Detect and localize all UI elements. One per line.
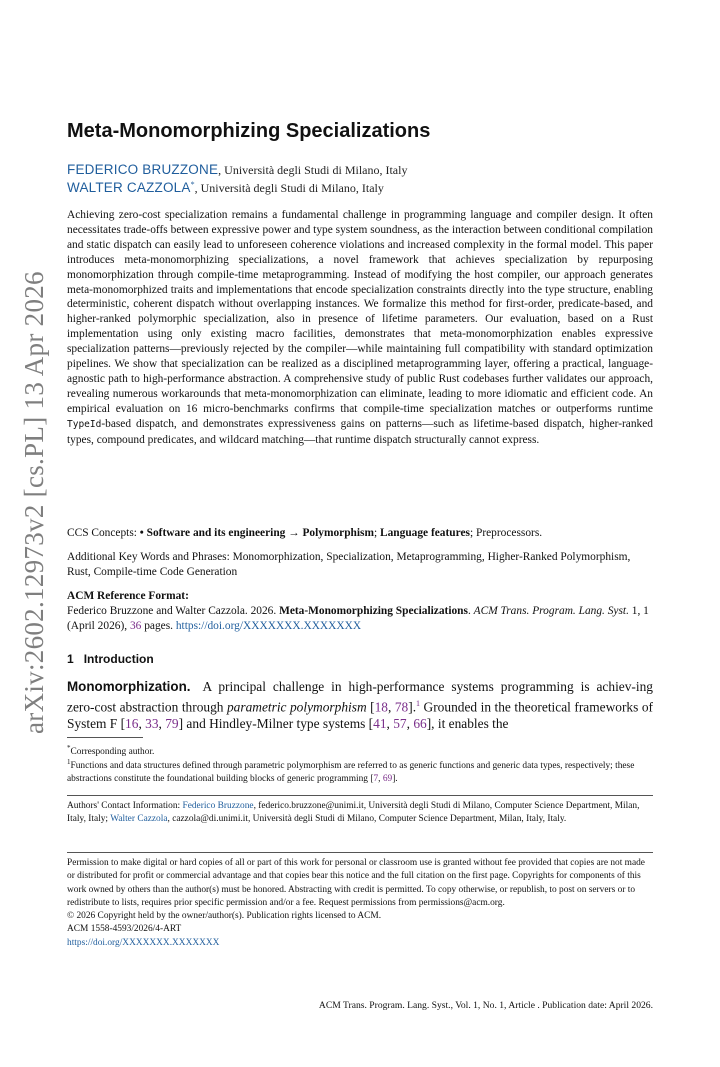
- citation-link[interactable]: 18: [374, 699, 388, 715]
- keywords: Additional Key Words and Phrases: Monomorphization, Specialization, Metaprogramming, Higher-Ranked Polymorphism, Rust, Compile-time Code Generation: [67, 551, 631, 578]
- ccs-bullet: •: [139, 527, 144, 539]
- intro-text: ,: [158, 715, 166, 731]
- citation-link[interactable]: 7: [373, 774, 379, 785]
- reference-authors: Federico Bruzzone and Walter Cazzola. 2026.: [67, 604, 280, 617]
- ccs-label: CCS Concepts:: [67, 527, 140, 539]
- abstract-tail: -based dispatch, and demonstrates expressiveness gains on patterns—such as lifetime-based dispatch, higher-ranked types, compound predicates, and wildcard matching—that runtime dispatch structurally cannot express.: [67, 417, 653, 446]
- contact-rule: [67, 795, 653, 796]
- arxiv-stamp: arXiv:2602.12973v2 [cs.PL] 13 Apr 2026: [19, 271, 49, 734]
- section-number: 1: [67, 652, 74, 666]
- footnote-mark: *: [67, 744, 71, 752]
- section-title: Introduction: [83, 652, 154, 666]
- ccs-concept: Polymorphism: [302, 527, 374, 539]
- acm-reference: [67, 589, 653, 634]
- permission-block: [67, 857, 653, 950]
- footnote-text: Functions and data structures defined through parametric polymorphism are referred to as generic functions and generic data types, respectively; these abstractions constitute the foundational building blocks of generic programming [: [67, 761, 635, 785]
- abstract: [67, 208, 653, 448]
- intro-text: ,: [386, 715, 394, 731]
- corresponding-mark: *: [190, 180, 195, 189]
- contact-text: , cazzola@di.unimi.it, Università degli Studi di Milano, Computer Science Department, Milan, Italy, Italy.: [167, 814, 567, 825]
- citation-link[interactable]: 78: [394, 699, 409, 715]
- intro-text: ,: [387, 699, 395, 715]
- author-name[interactable]: WALTER CAZZOLA: [67, 180, 191, 195]
- permission-rule: [67, 852, 653, 853]
- footnote-text: ].: [392, 774, 398, 785]
- copyright-line: © 2026 Copyright held by the owner/author(s). Publication rights licensed to ACM.: [67, 911, 382, 922]
- reference-pages-link[interactable]: 36: [129, 619, 142, 632]
- reference-title: Meta-Monomorphizing Specializations: [279, 604, 468, 617]
- author-name[interactable]: FEDERICO BRUZZONE: [67, 162, 219, 177]
- author-1: [67, 162, 407, 178]
- footnote-text: ,: [378, 774, 383, 785]
- footnote-text: Corresponding author.: [70, 747, 155, 758]
- intro-text: ] and Hindley-Milner type systems [: [178, 715, 374, 731]
- ccs-arrow: →: [288, 527, 300, 539]
- citation-link[interactable]: 69: [382, 774, 393, 785]
- ccs-concept: Software and its engineering: [146, 527, 286, 539]
- author-affiliation: , Università degli Studi di Milano, Italy: [218, 163, 408, 177]
- ccs-concept: Language features: [380, 527, 470, 539]
- intro-text: ], it enables the: [426, 715, 509, 731]
- abstract-code: TypeId: [67, 418, 102, 430]
- intro-text: ,: [406, 715, 414, 731]
- reference-journal: ACM Trans. Program. Lang. Syst.: [473, 604, 629, 617]
- intro-paragraph: [67, 679, 653, 733]
- intro-emphasis: parametric polymorphism: [226, 699, 367, 715]
- intro-text: ,: [138, 715, 146, 731]
- citation-link[interactable]: 33: [145, 715, 159, 731]
- ccs-concepts: [67, 526, 653, 541]
- citation-link[interactable]: 66: [413, 715, 427, 731]
- intro-text: Grounded in the theoretical frameworks of System F [: [67, 699, 653, 731]
- ccs-sep: ;: [373, 527, 380, 539]
- reference-pages-suffix: pages.: [141, 619, 176, 632]
- citation-link[interactable]: 16: [125, 715, 139, 731]
- reference-sep: .: [467, 604, 474, 617]
- author-affiliation: , Università degli Studi di Milano, Italy: [194, 181, 384, 195]
- section-heading: [67, 652, 154, 666]
- abstract-text: Achieving zero-cost specialization remains a fundamental challenge in programming language and compiler design. It often necessitates trade-offs between expressive power and type system soundness, as the interaction between conditional compilation and static dispatch can easily lead to unforeseen coherence violations and increased complexity in the formal model. This paper introduces meta-monomorphizing specializations, a novel framework that achieves specialization by repurposing monomorphization through compile-time metaprogramming. Instead of modifying the host compiler, our approach generates meta-monomorphized traits and implementations that encode specialization constraints directly into the type structure, enabling deterministic, coherent dispatch without overlapping instances. We formalize this method for first-order, predicate-based, and higher-ranked polymorphic specialization, also in presence of lifetime parameters. Our evaluation, based on a Rust implementation using only existing macro facilities, demonstrates that meta-monomorphization enables expressive specialization patterns—previously rejected by the compiler—while maintaining full compatibility with standard optimization pipelines. We show that specialization can be realized as a disciplined metaprogramming layer, offering a practical, language-agnostic path to high-performance abstraction. A comprehensive study of public Rust codebases further validates our approach, revealing numerous workarounds that meta-monomorphization can eliminate, leading to more idiomatic and efficient code. An empirical evaluation on 16 micro-benchmarks confirms that compile-time specialization matches or outperforms runtime: [67, 209, 653, 415]
- paper-title: Meta-Monomorphizing Specializations: [67, 120, 431, 142]
- contact-info: [67, 800, 653, 827]
- footnote-mark: 1: [67, 758, 71, 766]
- reference-volume: 1, 1 (April 2026),: [67, 604, 649, 632]
- contact-author-link[interactable]: Federico Bruzzone: [182, 801, 254, 811]
- ccs-rest: ; Preprocessors.: [469, 527, 543, 539]
- intro-text: ].: [408, 699, 417, 715]
- author-2: [67, 180, 384, 196]
- issn-line: ACM 1558-4593/2026/4-ART: [67, 924, 182, 935]
- contact-label: Authors' Contact Information:: [67, 801, 183, 811]
- run-in-heading: Monomorphization.: [67, 679, 191, 694]
- permission-text: Permission to make digital or hard copies of all or part of this work for personal or classroom use is granted without fee provided that copies are not made or distributed for profit or commercial advantage and that copies bear this notice and the full citation on the first page. Copyrights for components of this work owned by others than the author(s) must be honored. Abstracting with credit is permitted. To copy otherwise, or republish, to post on servers or to redistribute to lists, requires prior specific permission and/or a fee. Request permissions from permissions@acm.org.: [67, 858, 645, 908]
- footnote-rule: [67, 737, 143, 738]
- citation-link[interactable]: 57: [393, 715, 407, 731]
- citation-link[interactable]: 41: [373, 715, 387, 731]
- intro-text: [: [366, 699, 375, 715]
- contact-text: , federico.bruzzone@unimi.it, Università degli Studi di Milano, Computer Science Department, Milan, Italy, Italy;: [67, 801, 640, 825]
- citation-link[interactable]: 79: [165, 715, 179, 731]
- running-footer: ACM Trans. Program. Lang. Syst., Vol. 1, No. 1, Article . Publication date: April 2026.: [318, 1000, 653, 1011]
- reference-heading: ACM Reference Format:: [67, 590, 189, 602]
- footnote-1: [67, 756, 653, 787]
- footnote-link[interactable]: 1: [416, 698, 421, 708]
- reference-doi-link[interactable]: https://doi.org/XXXXXXX.XXXXXXX: [175, 619, 362, 632]
- doi-link[interactable]: https://doi.org/XXXXXXX.XXXXXXX: [67, 937, 220, 948]
- intro-text: A principal challenge in high-performance systems programming is achiev-ing zero-cost abstraction through: [67, 679, 653, 715]
- contact-author-link[interactable]: Walter Cazzola: [110, 814, 168, 825]
